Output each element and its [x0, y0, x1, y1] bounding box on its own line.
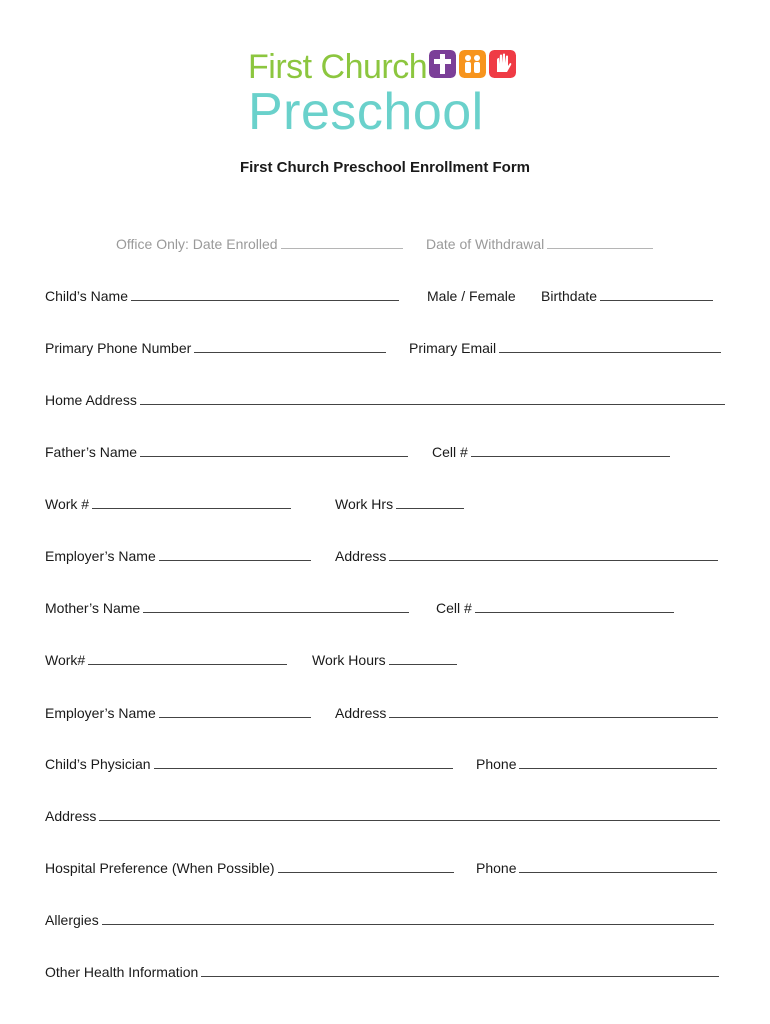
logo-icons — [429, 50, 516, 78]
father-work-line[interactable] — [92, 496, 291, 509]
allergies-field[interactable] — [45, 911, 714, 929]
other-health-line[interactable] — [201, 964, 719, 977]
birthdate-line[interactable] — [600, 288, 713, 301]
mother-work-hours-label: Work Hours — [312, 652, 386, 668]
father-work-label: Work # — [45, 496, 90, 512]
father-employer-label: Employer’s Name — [45, 548, 156, 564]
date-of-withdrawal-line[interactable] — [547, 236, 653, 249]
office-date-enrolled-line[interactable] — [281, 236, 403, 249]
father-cell-line[interactable] — [471, 444, 670, 457]
hand-icon — [489, 50, 516, 78]
allergies-line[interactable] — [102, 912, 714, 925]
office-date-enrolled-field[interactable] — [116, 235, 403, 253]
hospital-label: Hospital Preference (When Possible) — [45, 860, 275, 876]
mother-employer-label: Employer’s Name — [45, 705, 156, 721]
mother-cell-line[interactable] — [475, 600, 674, 613]
primary-phone-field[interactable] — [45, 339, 386, 357]
father-employer-line[interactable] — [159, 548, 311, 561]
childs-name-field[interactable] — [45, 287, 399, 305]
home-address-field[interactable] — [45, 391, 725, 409]
primary-phone-line[interactable] — [194, 340, 386, 353]
mothers-name-label: Mother’s Name — [45, 600, 141, 616]
hospital-field[interactable] — [45, 859, 454, 877]
father-work-hrs-label: Work Hrs — [335, 496, 394, 512]
home-address-line[interactable] — [140, 392, 725, 405]
physician-field[interactable] — [45, 755, 453, 773]
fathers-name-line[interactable] — [140, 444, 408, 457]
father-cell-field[interactable] — [432, 443, 670, 461]
date-of-withdrawal-field[interactable] — [426, 235, 653, 253]
home-address-label: Home Address — [45, 392, 137, 408]
physician-phone-field[interactable] — [476, 755, 717, 773]
mother-cell-field[interactable] — [436, 599, 674, 617]
mothers-name-line[interactable] — [143, 600, 409, 613]
form-title: First Church Preschool Enrollment Form — [239, 159, 531, 176]
other-health-label: Other Health Information — [45, 964, 199, 980]
male-female-field[interactable] — [427, 287, 516, 305]
logo-line2: Preschool — [248, 83, 484, 141]
date-of-withdrawal-label: Date of Withdrawal — [426, 236, 545, 252]
birthdate-field[interactable] — [541, 287, 713, 305]
children-icon — [459, 50, 486, 78]
hospital-phone-label: Phone — [476, 860, 517, 876]
primary-phone-label: Primary Phone Number — [45, 340, 192, 356]
hospital-phone-field[interactable] — [476, 859, 717, 877]
childs-name-line[interactable] — [131, 288, 399, 301]
physician-address-field[interactable] — [45, 807, 720, 825]
hospital-phone-line[interactable] — [519, 860, 717, 873]
physician-phone-label: Phone — [476, 756, 517, 772]
father-address-label: Address — [335, 548, 387, 564]
father-address-field[interactable] — [335, 547, 718, 565]
mother-address-field[interactable] — [335, 704, 718, 722]
physician-address-label: Address — [45, 808, 97, 824]
mother-work-field[interactable] — [45, 651, 287, 669]
hospital-line[interactable] — [278, 860, 454, 873]
mother-employer-field[interactable] — [45, 704, 311, 722]
cross-icon — [429, 50, 456, 78]
mother-address-line[interactable] — [389, 705, 718, 718]
birthdate-label: Birthdate — [541, 288, 598, 304]
father-employer-field[interactable] — [45, 547, 311, 565]
mothers-name-field[interactable] — [45, 599, 409, 617]
father-work-hrs-line[interactable] — [396, 496, 464, 509]
allergies-label: Allergies — [45, 912, 99, 928]
father-work-field[interactable] — [45, 495, 291, 513]
male-female-label: Male / Female — [427, 288, 516, 304]
mother-work-label: Work# — [45, 652, 86, 668]
fathers-name-label: Father’s Name — [45, 444, 138, 460]
father-address-line[interactable] — [389, 548, 718, 561]
father-cell-label: Cell # — [432, 444, 468, 460]
primary-email-label: Primary Email — [409, 340, 497, 356]
mother-work-hours-line[interactable] — [389, 652, 457, 665]
other-health-field[interactable] — [45, 963, 719, 981]
mother-cell-label: Cell # — [436, 600, 472, 616]
physician-label: Child’s Physician — [45, 756, 151, 772]
mother-address-label: Address — [335, 705, 387, 721]
father-work-hrs-field[interactable] — [335, 495, 464, 513]
physician-phone-line[interactable] — [519, 756, 717, 769]
physician-line[interactable] — [154, 756, 453, 769]
physician-address-line[interactable] — [99, 808, 720, 821]
office-date-enrolled-label: Office Only: Date Enrolled — [116, 236, 278, 252]
childs-name-label: Child’s Name — [45, 288, 128, 304]
mother-work-line[interactable] — [88, 652, 287, 665]
preschool-logo — [248, 48, 538, 140]
primary-email-line[interactable] — [499, 340, 721, 353]
fathers-name-field[interactable] — [45, 443, 408, 461]
mother-work-hours-field[interactable] — [312, 651, 457, 669]
mother-employer-line[interactable] — [159, 705, 311, 718]
logo-line1: First Church — [248, 48, 428, 86]
primary-email-field[interactable] — [409, 339, 721, 357]
